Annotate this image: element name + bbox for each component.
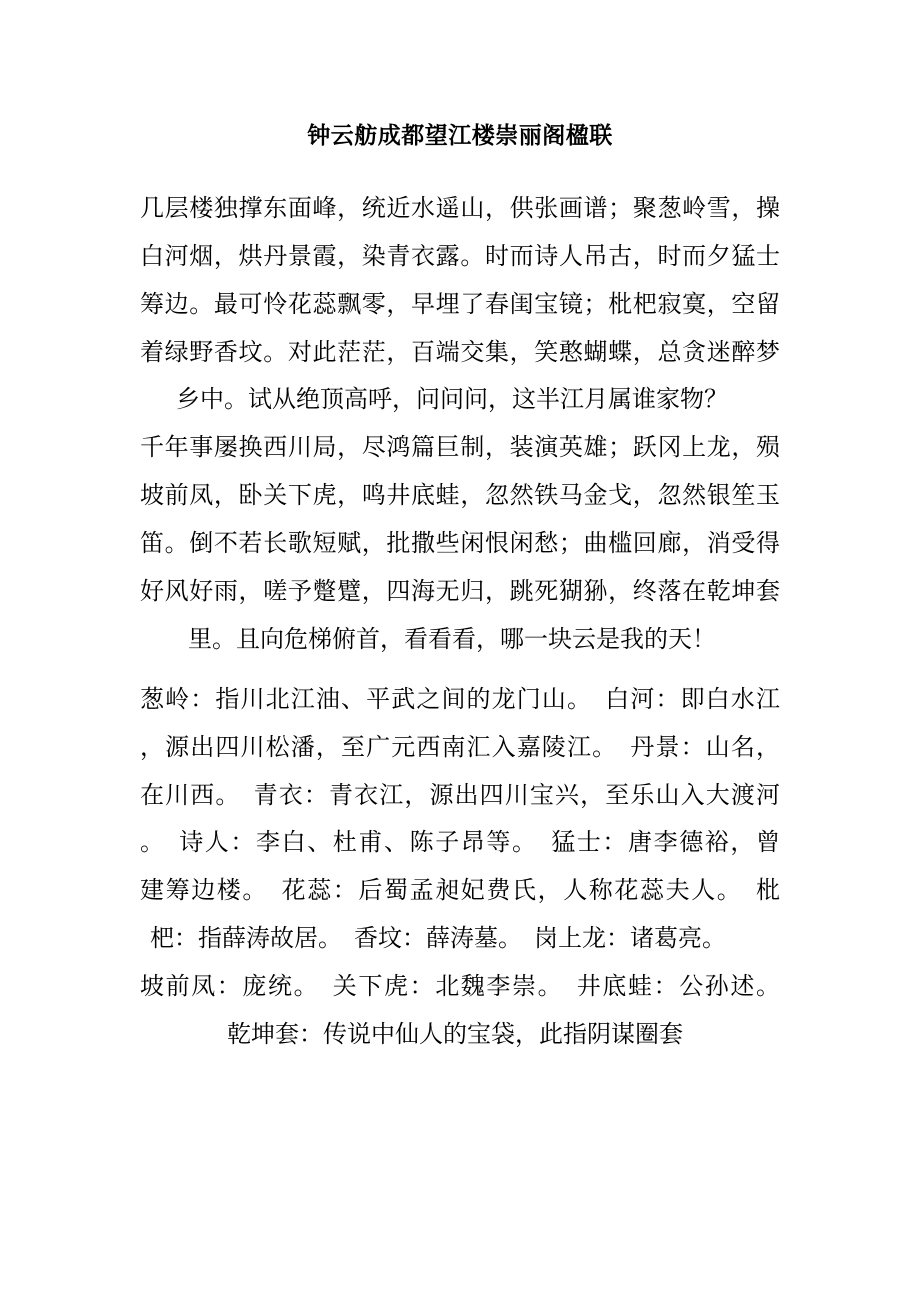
couplet-line: 坡前凤，卧关下虎，鸣井底蛙，忽然铁马金戈，忽然银笙玉 (140, 481, 780, 509)
note-line: 在川西。 青衣：青衣江，源出四川宝兴，至乐山入大渡河 (140, 781, 780, 809)
couplet-line: 白河烟，烘丹景霞，染青衣露。时而诗人吊古，时而夕猛士 (140, 242, 780, 270)
note-line: 建筹边楼。 花蕊：后蜀孟昶妃费氏，人称花蕊夫人。 枇 (140, 876, 780, 904)
couplet-line: 里。且向危梯俯首，看看看，哪一块云是我的天！ (188, 625, 716, 653)
note-line: 葱岭：指川北江油、平武之间的龙门山。 白河：即白水江 (140, 685, 780, 713)
note-line: 。 诗人：李白、杜甫、陈子昂等。 猛士：唐李德裕，曾 (140, 828, 780, 856)
couplet-line: 乡中。试从绝顶高呼，问问问，这半江月属谁家物？ (176, 385, 728, 413)
note-line: ，源出四川松潘，至广元西南汇入嘉陵江。 丹景：山名， (140, 733, 780, 761)
couplet-line: 千年事屡换西川局，尽鸿篇巨制，装演英雄；跃冈上龙，殒 (140, 433, 780, 461)
couplet-line: 筹边。最可怜花蕊飘零，早埋了春闺宝镜；枇杷寂寞，空留 (140, 290, 780, 318)
couplet-line: 着绿野香坟。对此茫茫，百端交集，笑憨蝴蝶，总贪迷醉梦 (140, 338, 780, 366)
note-line: 杷：指薛涛故居。 香坟：薛涛墓。 岗上龙：诸葛亮。 (150, 924, 726, 952)
note-line: 坡前凤：庞统。 关下虎：北魏李崇。 井底蛙：公孙述。 (140, 972, 780, 1000)
couplet-line: 好风好雨，嗟予蹩躄，四海无归，跳死猢狲，终落在乾坤套 (140, 577, 780, 605)
couplet-line: 几层楼独撑东面峰，统近水遥山，供张画谱；聚葱岭雪，操 (140, 194, 780, 222)
document-title: 钟云舫成都望江楼崇丽阁楹联 (307, 122, 613, 149)
couplet-line: 笛。倒不若长歌短赋，批撒些闲恨闲愁；曲槛回廊，消受得 (140, 529, 780, 557)
note-line: 乾坤套：传说中仙人的宝袋，此指阴谋圈套 (227, 1020, 683, 1048)
